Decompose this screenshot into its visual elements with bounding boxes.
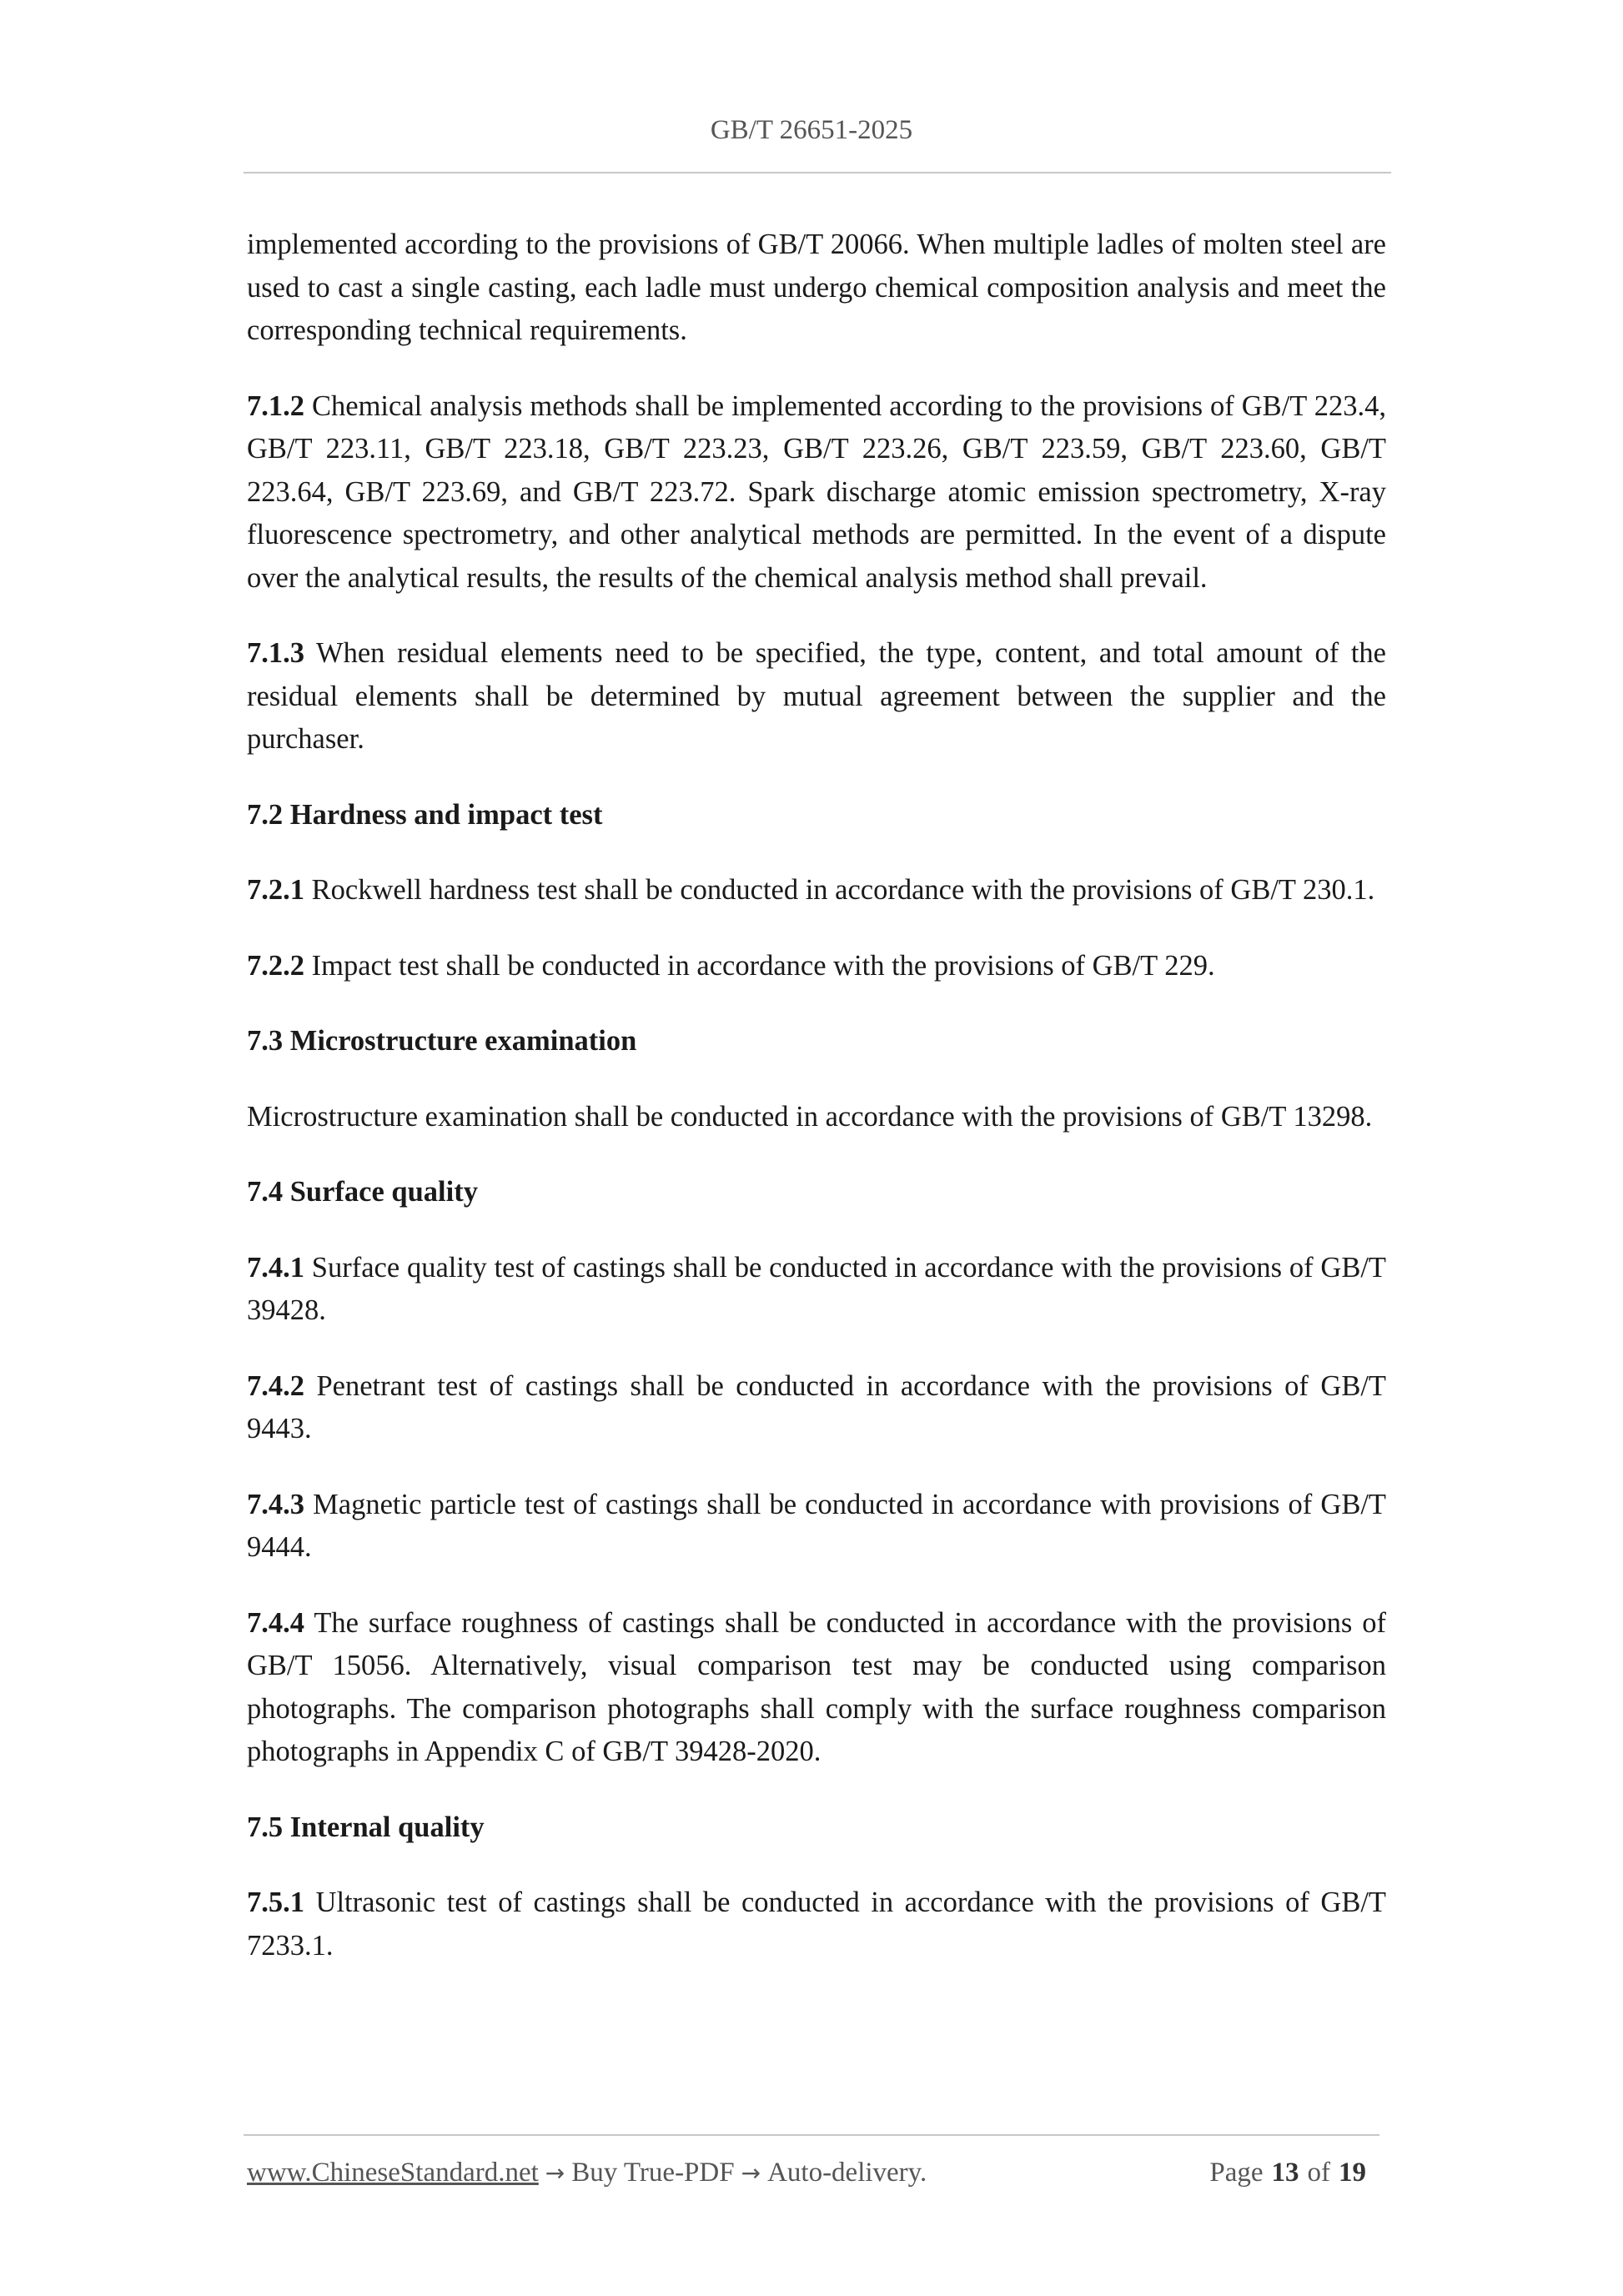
paragraph-7-4-2 (247, 1365, 1386, 1451)
arrow-right-icon: → (545, 2159, 565, 2187)
header-divider (244, 172, 1391, 173)
footer-divider (244, 2134, 1379, 2136)
buy-true-pdf-text: Buy True-PDF (571, 2158, 735, 2188)
page-number (1209, 2158, 1374, 2188)
clause-text: Rockwell hardness test shall be conducted in accordance with the provisions of GB/T 230.1. (304, 874, 1375, 906)
clause-number: 7.4.1 (247, 1251, 304, 1284)
clause-number: 7.2.1 (247, 874, 304, 906)
auto-delivery-text: Auto-delivery. (767, 2158, 927, 2188)
page-label: Page (1209, 2158, 1264, 2188)
clause-number: 7.1.2 (247, 389, 304, 422)
paragraph-7-2-2 (247, 945, 1386, 988)
heading-7-2: 7.2 Hardness and impact test (247, 798, 603, 831)
clause-text: The surface roughness of castings shall be conducted in accordance with the provisions of GB/T 15056. Alternatively, visual comparison test may be conducted using comparison photographs. The comparison photographs shall comply with the surface roughness comparison photographs in Appendix C of GB/T 39428-2020. (247, 1606, 1386, 1767)
clause-number: 7.2.2 (247, 949, 304, 982)
paragraph-7-5-1 (247, 1882, 1386, 1967)
clause-text: Surface quality test of castings shall be conducted in accordance with the provisions of GB/T 39428. (247, 1251, 1386, 1326)
clause-number: 7.4.4 (247, 1606, 304, 1639)
clause-number: 7.1.3 (247, 637, 304, 669)
page-of-label: of (1307, 2158, 1330, 2188)
page-header-title: GB/T 26651-2025 (710, 115, 913, 145)
paragraph-7-4-1 (247, 1247, 1386, 1333)
clause-number: 7.4.2 (247, 1369, 304, 1402)
heading-7-4: 7.4 Surface quality (247, 1176, 478, 1208)
paragraph-intro: implemented according to the provisions of GB/T 20066. When multiple ladles of molten steel are used to cast a single casting, each ladle must undergo chemical composition analysis and meet the corresponding technical requirements. (247, 229, 1386, 346)
paragraph-7-3: Microstructure examination shall be conducted in accordance with the provisions of GB/T 13298. (247, 1100, 1373, 1133)
paragraph-7-1-2 (247, 385, 1386, 600)
clause-text: Penetrant test of castings shall be conducted in accordance with the provisions of GB/T 9443. (247, 1369, 1386, 1444)
page-current: 13 (1271, 2158, 1299, 2188)
website-link[interactable]: www.ChineseStandard.net (247, 2158, 539, 2188)
paragraph-7-1-3 (247, 632, 1386, 761)
page-total: 19 (1339, 2158, 1366, 2188)
paragraph-7-2-1 (247, 869, 1386, 912)
arrow-right-icon: → (741, 2159, 761, 2187)
clause-number: 7.4.3 (247, 1488, 304, 1520)
paragraph-7-4-3 (247, 1484, 1386, 1570)
clause-text: Magnetic particle test of castings shall be conducted in accordance with provisions of GB/T 9444. (247, 1488, 1386, 1563)
paragraph-7-4-4 (247, 1602, 1386, 1774)
heading-7-3: 7.3 Microstructure examination (247, 1025, 637, 1057)
clause-number: 7.5.1 (247, 1887, 304, 1918)
clause-text: Impact test shall be conducted in accordance with the provisions of GB/T 229. (304, 949, 1215, 982)
clause-text: Ultrasonic test of castings shall be conducted in accordance with the provisions of GB/T 7233.1. (247, 1887, 1386, 1962)
clause-text: Chemical analysis methods shall be implemented according to the provisions of GB/T 223.4, GB/T 223.11, GB/T 223.18, GB/T 223.23, GB/T 223.26, GB/T 223.59, GB/T 223.60, GB/T 223.64, GB/T 223.69, and GB/T 223.72. Spark discharge atomic emission spectrometry, X-ray fluorescence spectrometry, and other analytical methods are permitted. In the event of a dispute over the analytical results, the results of the chemical analysis method shall prevail. (247, 389, 1386, 594)
clause-text: When residual elements need to be specified, the type, content, and total amount of the residual elements shall be determined by mutual agreement between the supplier and the purchaser. (247, 637, 1386, 755)
document-body (247, 224, 1386, 2000)
footer-promo (247, 2158, 927, 2188)
heading-7-5: 7.5 Internal quality (247, 1811, 485, 1843)
